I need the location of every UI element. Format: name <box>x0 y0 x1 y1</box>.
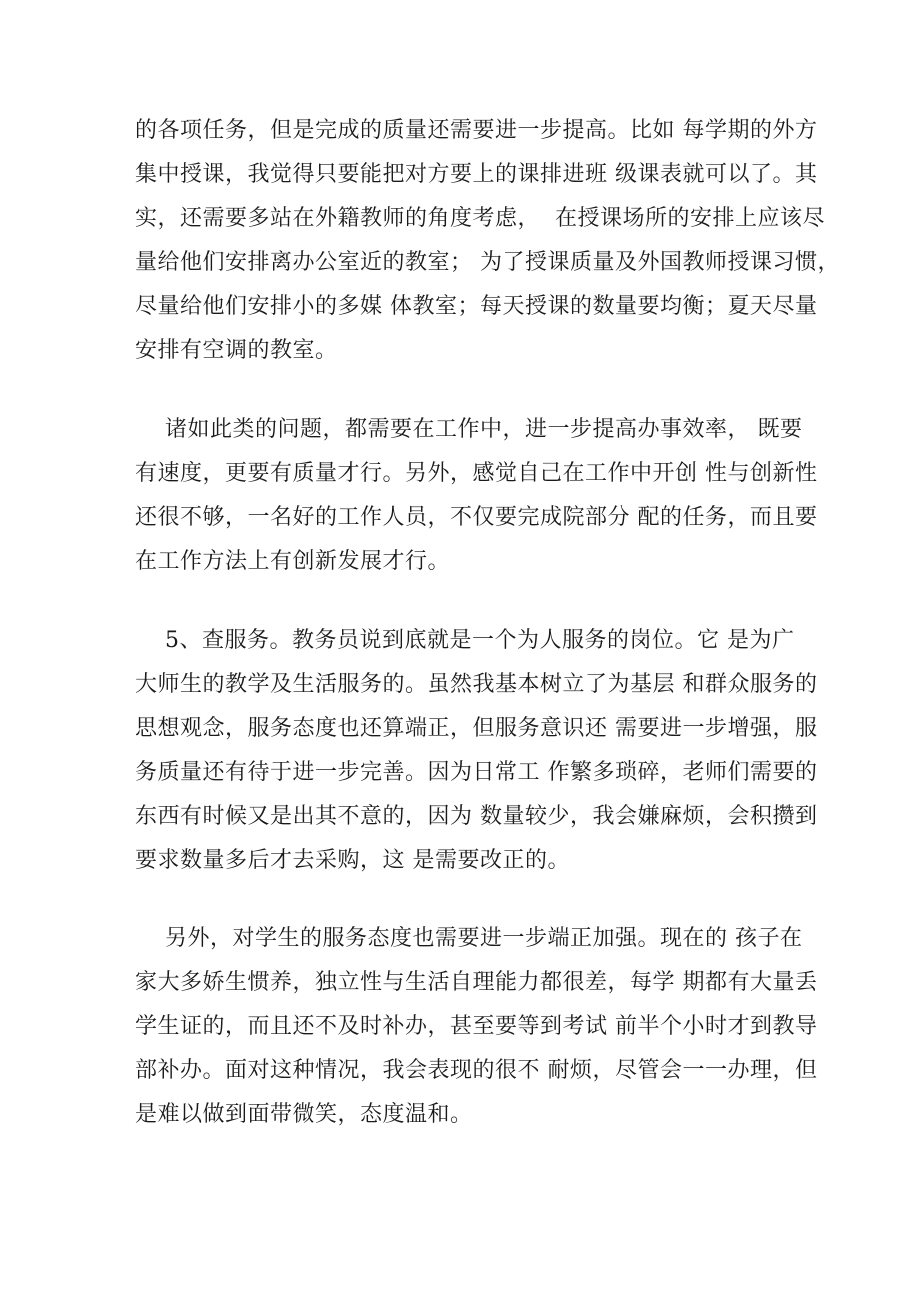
text-line: 实，还需要多站在外籍教师的角度考虑， 在授课场所的安排上应该尽 <box>135 206 825 231</box>
paragraph-3 <box>135 619 818 883</box>
text-line: 安排有空调的教室。 <box>135 338 338 363</box>
text-line: 务质量还有待于进一步完善。因为日常工 作繁多琐碎，老师们需要的 <box>135 760 818 785</box>
text-line: 是难以做到面带微笑，态度温和。 <box>135 1102 473 1127</box>
text-line: 诸如此类的问题，都需要在工作中，进一步提高办事效率， 既要 <box>135 417 803 442</box>
text-line: 集中授课，我觉得只要能把对方要上的课排进班 级课表就可以了。其 <box>135 162 818 187</box>
text-line: 的各项任务，但是完成的质量还需要进一步提高。比如 每学期的外方 <box>135 118 818 143</box>
text-line: 尽量给他们安排小的多媒 体教室；每天授课的数量要均衡；夏天尽量 <box>135 294 818 319</box>
text-line: 家大多娇生惯养，独立性与生活自理能力都很差，每学 期都有大量丢 <box>135 970 818 995</box>
text-line: 学生证的，而且还不及时补办，甚至要等到考试 前半个小时才到教导 <box>135 1014 818 1039</box>
paragraph-4 <box>135 917 818 1137</box>
text-line: 思想观念，服务态度也还算端正，但服务意识还 需要进一步增强，服 <box>135 716 818 741</box>
text-line: 大师生的教学及生活服务的。虽然我基本树立了为基层 和群众服务的 <box>135 672 818 697</box>
text-line: 还很不够，一名好的工作人员，不仅要完成院部分 配的任务，而且要 <box>135 505 818 530</box>
text-line: 东西有时候又是出其不意的，因为 数量较少，我会嫌麻烦，会积攒到 <box>135 804 818 829</box>
paragraph-2 <box>135 408 818 584</box>
text-line: 另外，对学生的服务态度也需要进一步端正加强。现在的 孩子在 <box>135 926 803 951</box>
text-line: 量给他们安排离办公室近的教室； 为了授课质量及外国教师授课习惯， <box>135 250 840 275</box>
text-line: 部补办。面对这种情况，我会表现的很不 耐烦，尽管会一一办理，但 <box>135 1058 818 1083</box>
text-line: 在工作方法上有创新发展才行。 <box>135 549 451 574</box>
text-line: 5、查服务。教务员说到底就是一个为人服务的岗位。它 是为广 <box>135 628 795 653</box>
text-line: 有速度，更要有质量才行。另外，感觉自己在工作中开创 性与创新性 <box>135 461 818 486</box>
paragraph-1 <box>135 109 840 373</box>
text-line: 要求数量多后才去采购，这 是需要改正的。 <box>135 848 570 873</box>
